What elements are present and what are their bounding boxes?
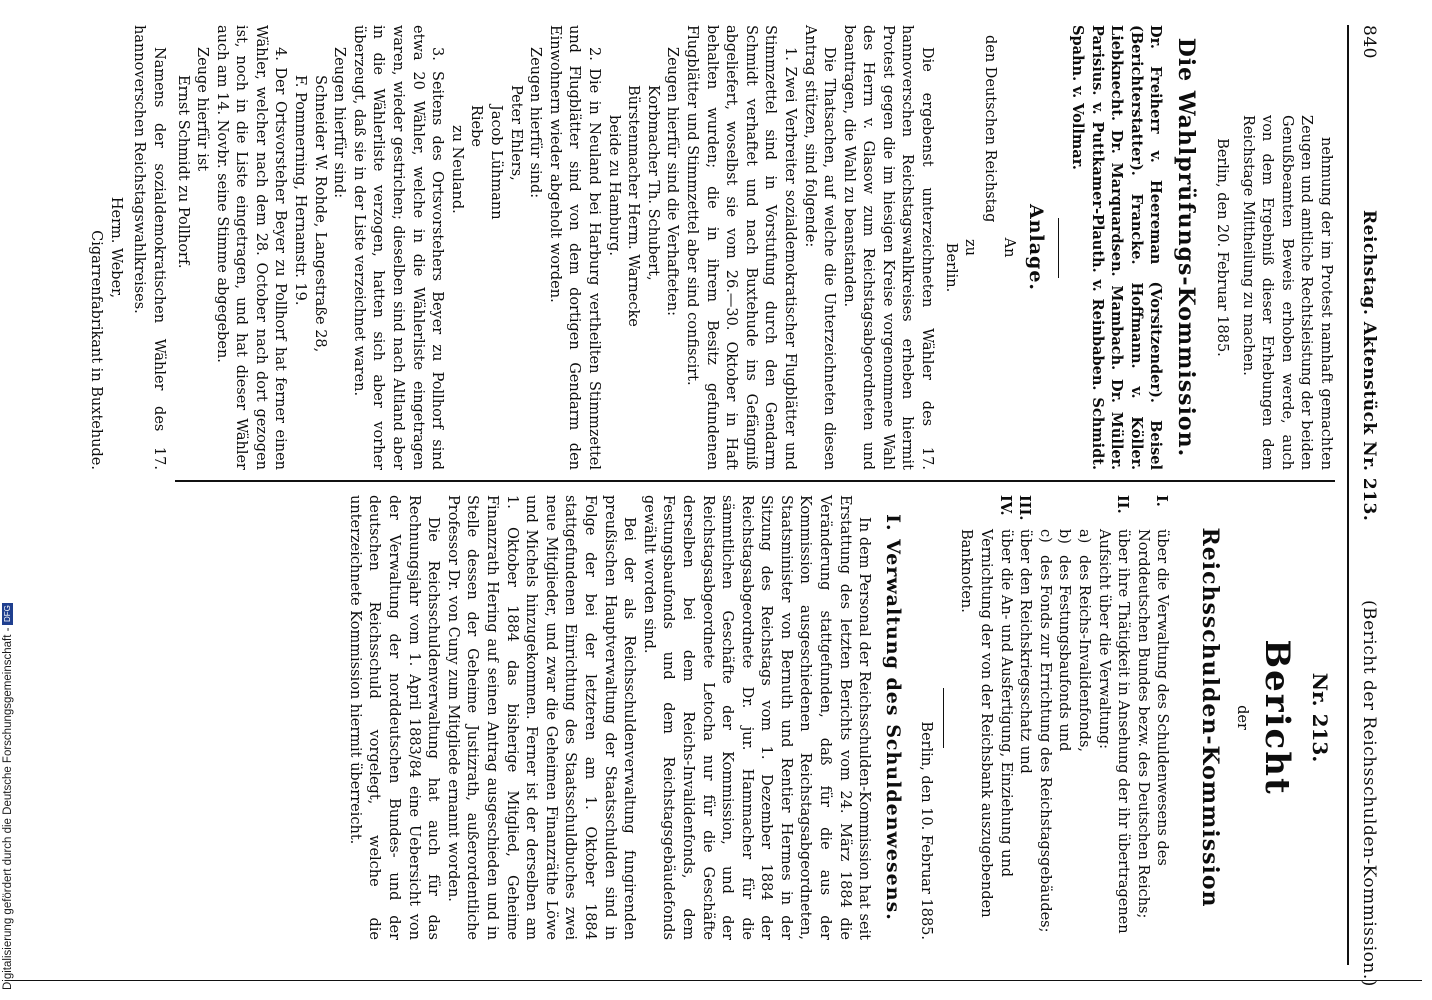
list-item [956,495,1015,940]
closing-paragraph: Namens der sozialdemokratischen Wähler des 17. hannoverschen Reichstagswahlkreises. [131,25,167,470]
paragraph: 2. Die in Neuland bei Harburg vertheilten Stimmzettel und Flugblätter sind von dem dortigen Gendarm den Einwohnern wieder abgeholt worden. [546,25,602,470]
sub-item [1034,529,1054,940]
page-header [1351,25,1385,987]
items-list [956,495,1172,940]
item-text: über die Verwaltung des Schuldenwesens des Norddeutschen Bundes bezw. des Deutschen Reichs; [1134,529,1171,919]
list-item [1132,495,1171,940]
paragraph: In dem Personal der Reichsschulden-Kommission hat seit Erstattung des letzten Berichts vom 24. März 1884 die Veränderung stattgefunden, daß für die aus der Kommission ausgeschiedenen Reichstagsabgeordneten, Staatsminister von Bernuth und Rentier Hermes in der Sitzung des Reichstags vom 1. Dezember 1884 der Reichstagsabgeordnete Dr. jur. Hammacher für die sämmtlichen Geschäfte der Kommission, und der Reichstagsabgeordnete Letocha nur für die Geschäfte derselben bei dem Reichs-Invalidenfonds, dem Festungsbaufonds und dem Reichstagsgebäudefonds gewählt worden sind. [640,495,873,940]
paragraph: Zeuge hierfür ist [194,47,211,172]
address-line: den Deutschen Reichstag [981,35,998,223]
item-number: I. [1153,495,1171,507]
commission-members: Dr. Freiherr v. Heereman (Vorsitzender). Beisel (Berichterstatter). Francke. Hoffmann. v. Köller. Liebknecht. Dr. Marquardsen. Mambach. Dr. Müller. Parisius. v. Puttkamer-Plauth. v. Reinbaben. Schmidt. Spahn. v. Vollmar. [1069,25,1165,470]
left-column [86,25,1335,470]
item-text: über ihre Thätigkeit in Ansehung der ihr übertragenen Aufsicht über die Verwaltung: [1095,529,1132,934]
sub-item-text: des Fonds zur Errichtung des Reichstagsgebäudes; [1036,555,1053,933]
sub-item [1073,529,1093,940]
witness-line: Peter Ehlers, [507,85,524,181]
paragraph: Zeugen hierfür sind: [331,47,348,199]
right-column [344,495,1335,940]
witness-line: Bürstenmacher Herm. Warnecke [625,85,642,327]
dateline: Berlin, den 10. Februar 1885. [917,721,934,940]
paragraph: Die ergebenst unterzeichneten Wähler des 17. hannoverschen Reichstagswahlkreises erheben hiermit Protest gegen die im hiesigen Kreise vorgenommene Wahl des Herrn v. Glasow zum Reichstagsabgeordneten und beantragen, die Wahl zu beanstanden. [840,25,936,470]
item-text: über den Reichskriegsschatz und [1017,529,1034,774]
witness-line: Jacob Lühmann [488,105,505,220]
header-title: Reichstag. Aktenstück Nr. 213. [1359,210,1379,522]
paragraph: 1. Zwei Verbreiter sozialdemokratischer Flugblätter und Stimmzettel sind in Vorstufung durch den Gendarm Schmidt verhaftet und nach Buxtehude ins Gefängniß abgeliefert, woselbst sie vom 26.—30. Oktober in Haft behalten wurden; die in ihrem Besitz gefundenen Flugblätter und Stimmzettel aber sind confiscirt. [683,25,798,470]
item-number: IV. [996,495,1014,516]
page-number: 840 [1359,25,1379,59]
witness-line: Korbmacher Th. Schubert, [644,85,661,281]
witness-line: Riebe [468,105,485,147]
paragraph: Zeugen hierfür sind die Verhafteten: [664,47,681,317]
address-block [940,25,1018,470]
page-border-bottom [10,980,1422,981]
anlage-heading: Anlage. [1025,203,1048,292]
header-rule [1347,25,1349,965]
sub-item-letter: c) [1036,529,1053,543]
sub-item-text: des Reichs-Invalidenfonds, [1076,555,1093,752]
list-item [1015,495,1035,940]
section-heading: I. Verwaltung des Schuldenwesens. [882,514,905,921]
witness-line: zu Neuland. [448,125,465,214]
paragraph: 4. Der Ortsvorsteher Beyer zu Pollhorf hat ferner einen Wähler, welcher nach dem 28. October nach dort gezogen ist, noch in die Liste eingetragen, und hat dieser Wähler auch am 14. Novbr. seine Stimme abgegeben. [213,25,289,470]
footer-text: Digitalisierung gefördert durch die Deutsche Forschungsgemeinschaft - [2,627,14,990]
paragraph: Bei der als Reichsschuldenverwaltung fungirenden preußischen Hauptverwaltung der Staatsschulden sind in Folge der bei der letzteren am 1. Oktober 1884 stattgefundenen Einrichtung des Staatsschuldbuches zwei neue Mitglieder, und zwar die Geheimen Finanzräthe Löwe und Michels hinzugekommen. Ferner ist der derselben am 1. Oktober 1884 das bisherige Mitglied, Geheime Finanzrath Hering auf seinen Antrag ausgeschieden und in Stelle dessen der Geheime Justizrath, außerordentliche Professor Dr. von Cuny zum Mitgliede ernannt worden. [444,495,638,940]
sub-item [1054,529,1074,940]
report-number: Nr. 213. [1308,672,1332,763]
intro-paragraph: nehmung der im Protest namhaft gemachten Zeugen und amtliche Rechtsleistung der beiden Genußbeamten Beweis erhoben werde, auch von dem Ergebniß dieser Erhebungen dem Reichstage Mittheilung zu machen. [1239,115,1334,470]
item-number: II. [1114,495,1132,514]
address-line: An [1001,237,1018,258]
signature-name: Herm. Weber, [107,196,124,299]
sub-item-letter: a) [1076,529,1093,544]
item-number: III. [1016,495,1034,521]
sub-item-letter: b) [1056,529,1073,544]
report-commission: Reichsschulden-Kommission [1197,527,1224,908]
digitization-footer [2,603,14,990]
report-der: der [1234,705,1250,730]
report-title: Bericht [1257,639,1297,796]
column-divider [175,480,1335,482]
divider-short [943,688,944,748]
witness-line: Schneider W. Rohde, Langestraße 28, [311,75,328,353]
dfg-logo: DFG [2,603,13,625]
divider-short [1058,218,1059,278]
header-subtitle: (Bericht der Reichsschulden-Kommission.) [1359,600,1379,987]
commission-title: Die Wahlprüfungs-Kommission. [1173,37,1200,458]
paragraph: Die Reichsschuldenverwaltung hat auch für das Rechnungsjahr vom 1. April 1883/84 eine Uebersicht von der Verwaltung der norddeutschen Bundes- und der deutschen Reichsschuld vorgelegt, welche die unterzeichnete Kommission hiermit überreicht. [346,495,442,940]
dateline: Berlin, den 20. Februar 1885. [1214,138,1231,357]
paragraph: Die Thatsachen, auf welche die Unterzeichneten diesen Antrag stützen, sind folgende: [801,25,838,470]
address-line: Berlin. [942,242,959,293]
sub-item-text: des Festungsbaufonds und [1056,555,1073,752]
witness-line: F. Pommerning, Hernamstr. 19. [292,75,309,306]
item-text: über die An- und Ausfertigung, Einziehung und Vernichtung der von der Reichsbank auszugebenden Banknoten. [958,529,1014,918]
list-item [1093,495,1132,940]
paragraph: 3. Seitens des Ortsvorstehers Beyer zu Pollhorf sind etwa 20 Wähler, welche in die Wählerliste eingetragen waren, wieder gestrichen; dieselben sind nach Altland aber in die Wählerliste verzogen, hatten sich aber vorher überzeugt, daß sie in der Liste verzeichnet waren. [350,25,446,470]
paragraph: Zeugen hierfür sind: [527,47,544,199]
address-line: zu [962,239,979,256]
rotated-document-page [88,25,1385,987]
witness-line: Ernst Schmidt zu Pollhorf. [174,75,191,269]
signature-role: Cigarrenfabrikant in Buxtehude. [88,230,105,470]
witness-line: beide zu Hamburg. [605,115,622,257]
